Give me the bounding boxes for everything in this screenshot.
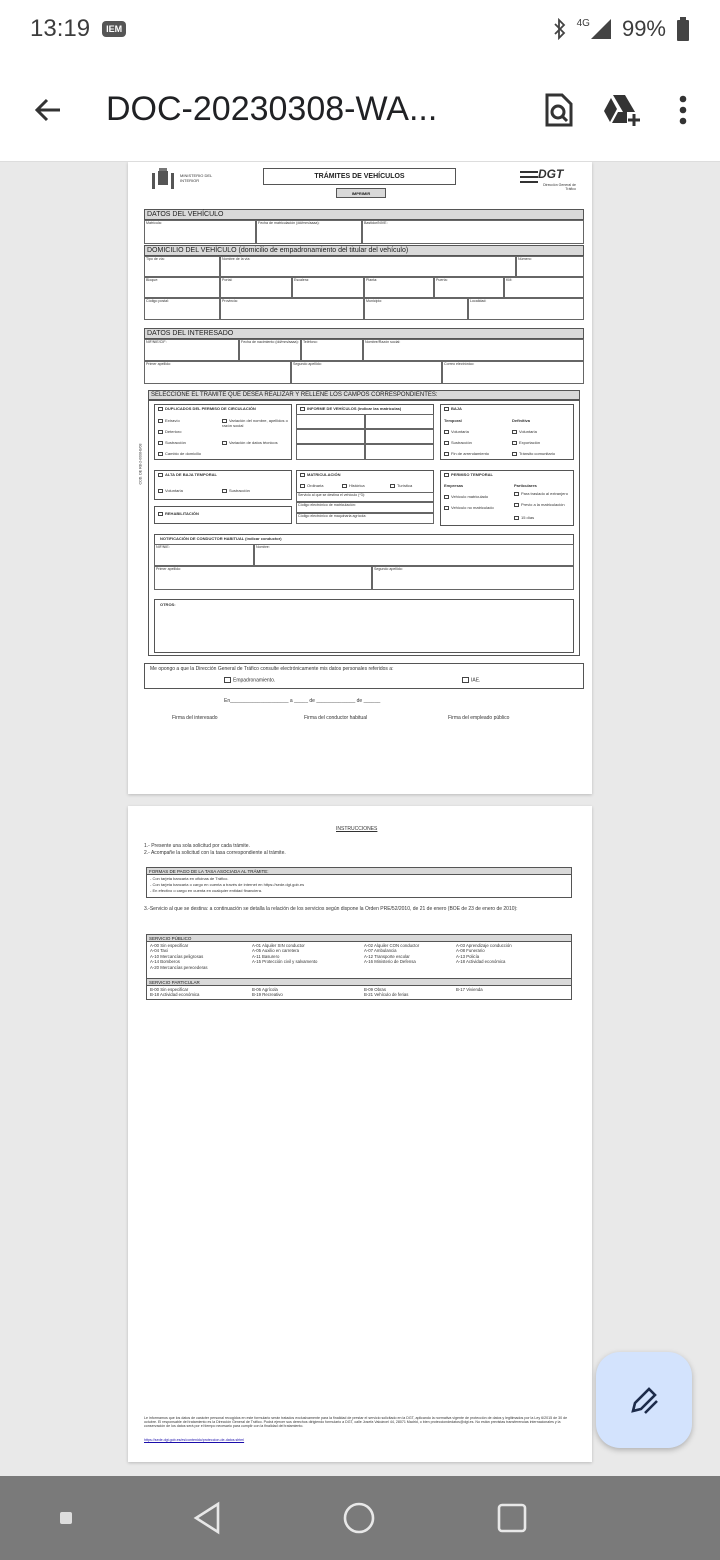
deregistration-option[interactable]: [444, 407, 462, 412]
dup-name-option[interactable]: [222, 419, 288, 428]
registration-option[interactable]: [300, 473, 340, 478]
def-voluntary-label: Voluntaria: [519, 429, 537, 435]
duplicates-label: DUPLICADOS DEL PERMISO DE CIRCULACIÓN: [165, 406, 256, 412]
pt-registered-label: Vehículo matriculado: [451, 494, 489, 500]
reg-tourist-label: Turística: [397, 483, 413, 489]
public-service-cell: A-15 Protección civil y salvamento: [252, 959, 318, 965]
battery-level: 99%: [621, 16, 666, 41]
more-options-button[interactable]: [652, 79, 714, 141]
driver-surname1-field[interactable]: Primer apellido:: [154, 566, 372, 590]
public-service-cell: A-11 Basurero: [252, 953, 280, 959]
pt-15days-option[interactable]: [514, 516, 534, 521]
public-service-cell: [252, 965, 364, 970]
pt-15days-label: 15 días: [521, 515, 535, 521]
door-field[interactable]: Puerta:: [434, 277, 504, 298]
rereg-voluntary-label: Voluntaria: [165, 488, 183, 494]
applicant-surname2-field[interactable]: Segundo apellido:: [291, 361, 442, 384]
dup-address-option[interactable]: [158, 452, 201, 457]
public-service-cell: A-16 Ministerio de Defensa: [364, 959, 416, 965]
public-service-cell: A-04 Taxi: [150, 948, 168, 954]
applicant-phone-field[interactable]: Teléfono:: [301, 339, 363, 361]
public-service-cell: A-20 Mercancías perecederas: [150, 964, 208, 970]
pt-abroad-option[interactable]: [514, 492, 572, 497]
temp-permit-option[interactable]: [444, 473, 493, 478]
driver-name-field[interactable]: Nombre:: [254, 544, 574, 566]
side-code: COD. DE RB-2-0008-B/08: [138, 443, 143, 485]
report-plate-6[interactable]: [365, 444, 434, 460]
dup-tech-option[interactable]: [222, 441, 288, 446]
pt-unregistered-option[interactable]: [444, 506, 494, 511]
privacy-footer: Le informamos que los datos de carácter personal recogidos en este formulario serán tratados exclusivamente para la finalidad de prestar el servicio solicitado en la DGT, aplicando la normativa vigente de protección de datos y legitimados por la Ley 6/2015 de 30 de octubre. El responsable del tratamiento es la Dirección General de Tráfico. Podrá ejercer sus derechos dirigiendo formulario a DGT, calle Josefa Valcárcel 44, 28071 Madrid, o bien protecciondedatos@dgt.es. No están previstas transferencias internacionales y la conservación de los datos será por el tiempo necesario para cumplir con la finalidad del tratamiento.: [144, 1416, 568, 1429]
driver-id-field[interactable]: NIF/NIE:: [154, 544, 254, 566]
reg-tourist-option[interactable]: [390, 484, 412, 489]
public-service-cell: A-05 Auxilio en carretera: [252, 948, 300, 954]
iae-label: IAE.: [471, 677, 481, 684]
print-label: IMPRIMIR: [351, 190, 371, 196]
private-service-cell: B-19 Recreativo: [252, 992, 283, 998]
drive-add-icon: [601, 92, 641, 128]
temporary-label: Temporal: [444, 418, 462, 423]
private-service-cell: B-06 Agrícola: [252, 987, 278, 992]
private-service-cell: B-18 Actividad económica: [150, 992, 200, 998]
privacy-link[interactable]: https://sede.dgt.gob.es/es/contenido/proteccion-de-datos.shtml: [144, 1438, 245, 1442]
section-procedure-header: SELECCIONE EL TRÁMITE QUE DESEA REALIZAR Y RELLENE LOS CAMPOS CORRESPONDIENTES:: [148, 390, 580, 400]
arrow-left-icon: [32, 94, 64, 126]
public-service-cell: A-00 Sin especificar: [150, 943, 189, 948]
public-service-cell: A-12 Transporte escolar: [364, 953, 410, 959]
reg-machinery-code-field[interactable]: Código electrónico de maquinaria agrícola:: [296, 513, 434, 524]
driver-notification-label: NOTIFICACIÓN DE CONDUCTOR HABITUAL (indicar conductor): [160, 536, 282, 541]
dup-loss-option[interactable]: [158, 419, 180, 424]
network-type: 4G: [576, 17, 590, 29]
floor-field[interactable]: Planta:: [364, 277, 434, 298]
bluetooth-icon: [553, 18, 567, 40]
def-export-option[interactable]: [512, 441, 540, 446]
applicant-email-field[interactable]: Correo electrónico:: [442, 361, 584, 384]
locality-field[interactable]: Localidad:: [468, 298, 584, 320]
public-service-cell: A-03 Aprendizaje conducción: [456, 943, 512, 948]
payment-header: FORMAS DE PAGO DE LA TASA ASOCIADA AL TRÁMITE:: [146, 867, 572, 875]
section-address-header: DOMICILIO DEL VEHÍCULO (domicilio de empadronamiento del titular del vehículo): [144, 245, 584, 256]
applicant-surname1-field[interactable]: Primer apellido:: [144, 361, 291, 384]
notification-badge: IEM: [102, 21, 126, 37]
private-service-row: [150, 992, 570, 997]
public-service-cell: A-02 Alquiler CON conductor: [364, 943, 420, 948]
temp-voluntary-option[interactable]: [444, 430, 469, 435]
dup-theft-label: Sustracción: [165, 440, 186, 446]
dup-tech-label: Variación de datos técnicos: [229, 440, 278, 446]
payment-3: - En efectivo o cargo en cuenta en cualquier entidad financiera.: [150, 888, 263, 893]
recents-dot-button[interactable]: [60, 1512, 72, 1524]
private-service-cell: B-17 Vivienda: [456, 987, 483, 992]
companies-label: Empresas: [444, 483, 464, 488]
rereg-voluntary-option[interactable]: [158, 489, 183, 494]
ministry-label: MINISTERIO DEL INTERIOR: [180, 173, 213, 183]
reg-ordinary-option[interactable]: [300, 484, 323, 489]
public-service-cell: [456, 965, 570, 970]
public-service-header: SERVICIO PÚBLICO: [146, 934, 572, 942]
temp-lease-option[interactable]: [444, 452, 489, 457]
report-option[interactable]: [300, 407, 401, 412]
census-option[interactable]: [224, 677, 275, 684]
print-button[interactable]: [336, 188, 386, 198]
public-service-cell: A-07 Ambulancia: [364, 948, 397, 954]
back-triangle-icon[interactable]: [192, 1501, 222, 1535]
app-bar: [0, 58, 720, 162]
public-service-cell: A-08 Funerario: [456, 948, 485, 954]
report-plate-5[interactable]: [296, 444, 365, 460]
driver-surname2-field[interactable]: Segundo apellido:: [372, 566, 574, 590]
dgt-subtitle: Dirección General de Tráfico: [543, 183, 576, 192]
duplicates-option[interactable]: [158, 407, 256, 412]
edit-pen-icon: [627, 1383, 661, 1417]
temp-permit-label: PERMISO TEMPORAL: [451, 472, 494, 478]
rereg-theft-label: Sustracción: [229, 488, 250, 494]
reg-historic-label: Histórica: [349, 483, 365, 489]
document-search-icon: [544, 92, 574, 128]
pt-prior-option[interactable]: [514, 503, 572, 508]
document-page-2: [128, 806, 592, 1462]
dup-loss-label: Extravío: [165, 418, 180, 424]
iae-option[interactable]: [462, 677, 480, 684]
private-service-cell: [456, 992, 570, 997]
instruction-2: 2.- Acompañe la solicitud con la tasa correspondiente al trámite.: [144, 850, 286, 856]
other-box[interactable]: [154, 599, 574, 653]
dup-name-label: Variación del nombre, apellidos o razón social: [222, 418, 288, 428]
reg-service-field[interactable]: Servicio al que se destina el vehículo (*3):: [296, 492, 434, 502]
stairs-field[interactable]: Escalera:: [292, 277, 364, 298]
more-vert-icon: [679, 95, 687, 125]
rereg-theft-option[interactable]: [222, 489, 250, 494]
home-circle-icon[interactable]: [342, 1501, 376, 1535]
instructions-title: INSTRUCCIONES: [336, 826, 378, 832]
save-to-drive-button[interactable]: [590, 79, 652, 141]
registration-label: MATRICULACIÓN: [307, 472, 341, 478]
pt-registered-option[interactable]: [444, 495, 488, 500]
pt-abroad-label: Para traslado al extranjero: [521, 491, 568, 497]
applicant-birthdate-field[interactable]: Fecha de nacimiento (dd/mm/aaaa):: [239, 339, 301, 361]
private-service-cell: B-21 Vehículo de ferias: [364, 992, 409, 998]
definitive-label: Definitiva: [512, 418, 531, 423]
document-page-1: [128, 162, 592, 794]
search-document-button[interactable]: [528, 79, 590, 141]
report-plate-4[interactable]: [365, 429, 434, 444]
payment-1: - Con tarjeta bancaria en oficinas de Tráfico.: [150, 876, 229, 881]
form-title: TRÁMITES DE VEHÍCULOS: [314, 173, 405, 180]
status-icons: [553, 16, 690, 42]
section-vehicle-header: DATOS DEL VEHÍCULO: [144, 209, 584, 220]
dup-damage-option[interactable]: [158, 430, 181, 435]
vehicle-plate-field[interactable]: Matrícula:: [144, 220, 256, 244]
overview-square-icon[interactable]: [496, 1502, 528, 1534]
def-transit-label: Tránsito comunitario: [519, 451, 556, 457]
battery-icon: [676, 17, 690, 41]
block-field[interactable]: Bloque:: [144, 277, 220, 298]
temp-reregistration-label: ALTA DE BAJA TEMPORAL: [165, 472, 217, 478]
postal-code-field[interactable]: Código postal:: [144, 298, 220, 320]
public-service-cell: A-01 Alquiler SIN conductor: [252, 943, 305, 948]
public-service-cell: [364, 965, 456, 970]
temp-theft-option[interactable]: [444, 441, 472, 446]
reg-ordinary-label: Ordinaria: [307, 483, 324, 489]
temp-voluntary-label: Voluntaria: [451, 429, 469, 435]
instruction-3: 3.-Servicio al que se destina: a continuación se detalla la relación de los servicios según dispone la Orden PRE/52/2010, de 21 de enero (BOE de 23 de enero de 2010):: [144, 906, 518, 912]
report-plate-1[interactable]: [296, 414, 365, 429]
km-field[interactable]: KM:: [504, 277, 584, 298]
temp-theft-label: Sustracción: [451, 440, 472, 446]
vehicle-date-field[interactable]: Fecha de matriculación (dd/mm/aaaa):: [256, 220, 362, 244]
document-title: DOC-20230308-WA...: [106, 90, 438, 128]
deregistration-label: BAJA: [451, 406, 462, 412]
street-number-field[interactable]: Número:: [516, 256, 584, 277]
document-viewer[interactable]: [0, 162, 720, 1476]
rehabilitation-label: REHABILITACIÓN: [165, 511, 199, 517]
public-service-row: [150, 965, 570, 970]
private-service-header: SERVICIO PARTICULAR: [146, 978, 572, 986]
temp-reregistration-option[interactable]: [158, 473, 217, 478]
census-label: Empadronamiento.: [233, 677, 276, 684]
applicant-signature: Firma del interesado: [172, 715, 218, 721]
coat-of-arms-icon: [150, 168, 176, 192]
def-transit-option[interactable]: [512, 452, 555, 457]
reg-code-field[interactable]: Código electrónico de matriculación:: [296, 502, 434, 513]
province-field[interactable]: Provincia:: [220, 298, 364, 320]
public-service-cell: A-13 Policía: [456, 953, 480, 959]
back-button[interactable]: [8, 70, 88, 150]
portal-field[interactable]: Portal:: [220, 277, 292, 298]
status-bar: [0, 0, 720, 58]
public-service-cell: A-14 Bomberos: [150, 959, 180, 965]
section-applicant-header: DATOS DEL INTERESADO: [144, 328, 584, 339]
consent-text: Me opongo a que la Dirección General de Tráfico consulte electrónicamente mis datos personales referidos a:: [150, 666, 394, 672]
reg-historic-option[interactable]: [342, 484, 365, 489]
dgt-label: DGT: [538, 167, 564, 181]
street-name-field[interactable]: Nombre de la vía:: [220, 256, 516, 277]
report-plate-2[interactable]: [365, 414, 434, 429]
employee-signature: Firma del empleado público: [448, 715, 510, 721]
rehabilitation-option[interactable]: [158, 512, 199, 517]
private-service-cell: B-00 Sin especificar: [150, 987, 189, 992]
def-voluntary-option[interactable]: [512, 430, 537, 435]
public-service-rows: [150, 943, 570, 970]
individuals-label: Particulares: [514, 483, 537, 488]
municipality-field[interactable]: Municipio:: [364, 298, 468, 320]
pt-unregistered-label: Vehículo no matriculado: [451, 505, 494, 511]
driver-signature: Firma del conductor habitual: [304, 715, 368, 721]
applicant-id-field[interactable]: NIF/NIE/CIF:: [144, 339, 239, 361]
dup-theft-option[interactable]: [158, 441, 186, 446]
signal-icon: [590, 18, 612, 40]
report-plate-3[interactable]: [296, 429, 365, 444]
private-service-cell: B-09 Obras: [364, 987, 386, 992]
applicant-name-field[interactable]: Nombre/Razón social:: [363, 339, 584, 361]
vehicle-vin-field[interactable]: Bastidor/NIVE:: [362, 220, 584, 244]
dup-address-label: Cambio de domicilio: [165, 451, 202, 457]
street-type-field[interactable]: Tipo de vía:: [144, 256, 220, 277]
status-time: 13:19: [30, 15, 91, 42]
def-export-label: Exportación: [519, 440, 541, 446]
public-service-cell: A-10 Mercancías peligrosas: [150, 953, 204, 959]
public-service-cell: A-18 Actividad económica: [456, 959, 506, 965]
report-label: INFORME DE VEHÍCULOS (indicar las matrículas): [307, 406, 402, 412]
other-label: OTROS:: [160, 602, 176, 607]
dup-damage-label: Deterioro: [165, 429, 182, 435]
edit-fab-button[interactable]: [596, 1352, 692, 1448]
form-title-box: [263, 168, 456, 185]
pt-prior-label: Previo a la matriculación: [521, 502, 565, 508]
private-service-rows: [150, 987, 570, 998]
temp-lease-label: Fin de arrendamiento: [451, 451, 490, 457]
system-navigation-bar: [0, 1476, 720, 1560]
payment-2[interactable]: - Con tarjeta bancaria o cargo en cuenta a través de internet en https://sede.dgt.gob.es: [150, 882, 305, 887]
instruction-1: 1.- Presente una sola solicitud por cada trámite.: [144, 843, 250, 849]
date-place-line: En_____________________ a _____ de ______________ de ______: [224, 698, 381, 704]
